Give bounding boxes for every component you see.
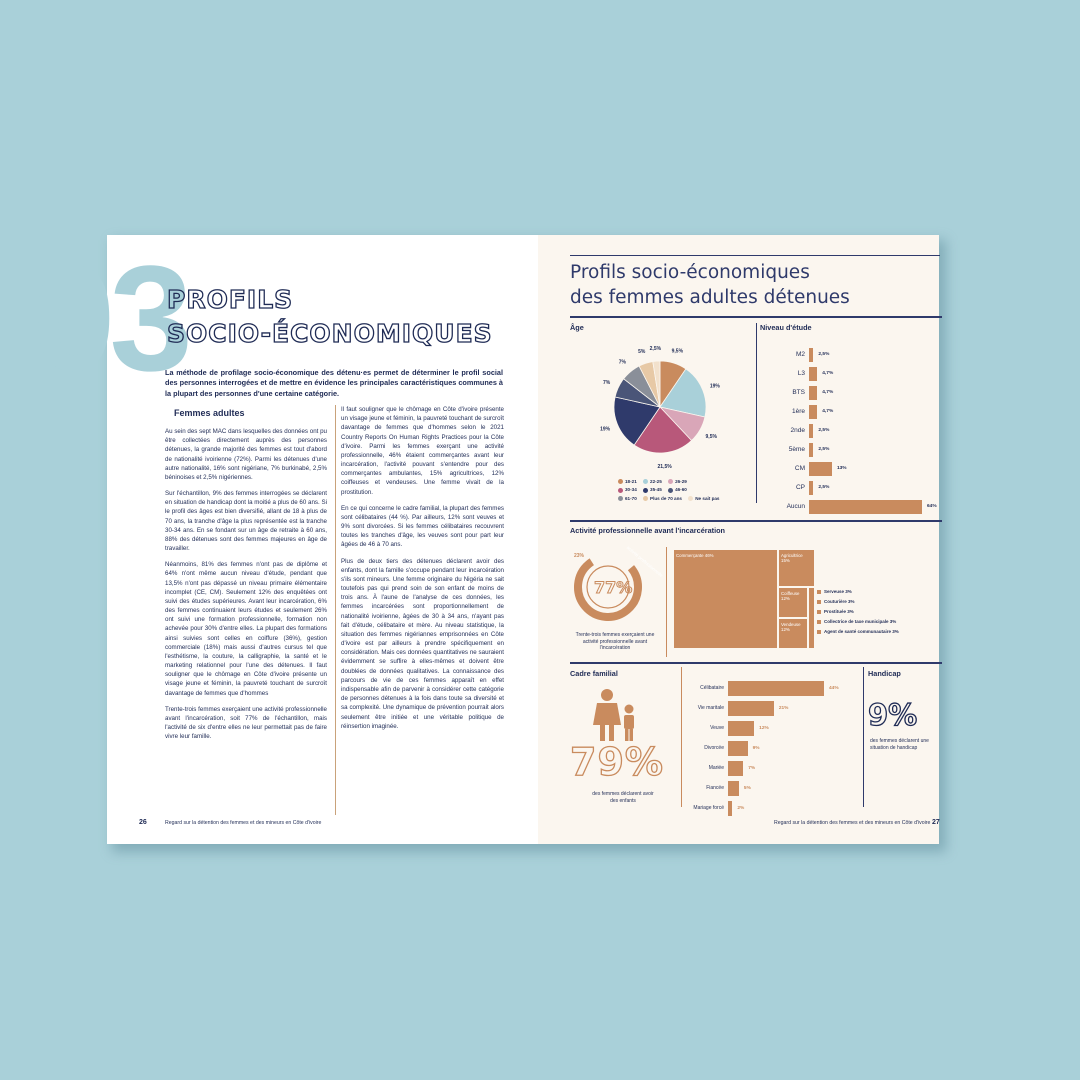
tree-coiffeuse: Coiffeuse 12%: [778, 587, 808, 618]
tree-others: [808, 587, 815, 649]
page-number-right: 27: [932, 819, 940, 826]
tree-commercante: Commerçante 46%: [673, 549, 778, 649]
paragraph: Plus de deux tiers des détenues déclarent avoir des enfants, dont la famille s'occupe pendant leur incarcération s'ils sont mineurs. Une femme originaire du Nigéria ne sait toutefois pas qui prend soin de son enfant de moins de trois ans. À l'aune de l'analyse de ces données, les femmes incarcérées sont proportionnellement de nationalité ivoirienne, âgées de 30 à 34 ans, n'ayant pas fait d'étude, célibataire et mère. Au niveau statistique, la situation des femmes nigériannes emprisonnées en Côte d'ivoire est par ailleurs à prendre spécifiquement en considération. Mais ces données quantitatives ne sauraient évidemment se suffire à elles-mêmes et doivent être doublées de données qualitatives. La connaissance des parcours de vie de ces femmes apparaît en effet indispensable afin de parvenir à considérer cette catégorie de personnes détenues à la fois dans toute sa diversité et sa complexité. Une dynamique de prévention pourrait alors seulement être initiée et une véritable politique de réinsertion imaginée.: [341, 557, 504, 730]
activity-heading: Activité professionnelle avant l'incarcération: [570, 526, 726, 535]
bar-value-label: 64%: [927, 504, 937, 509]
chapter-title-line2: SOCIO-ÉCONOMIQUES: [167, 319, 493, 348]
legend-swatch: [618, 496, 623, 501]
activity-other-item: Agent de santé communautaire 3%: [817, 629, 899, 634]
bar-category-label: Veuve: [710, 724, 724, 731]
legend-item: Plus de 70 ans: [643, 496, 682, 501]
bar-category-label: Célibataire: [700, 684, 724, 691]
family-heading: Cadre familial: [570, 669, 618, 678]
bar-cp: [809, 481, 813, 495]
bar-aucun: [809, 500, 922, 514]
bar-value-label: 2,5%: [818, 485, 830, 490]
activity-other-item: Serveuse 3%: [817, 589, 852, 594]
section-rule: [570, 662, 942, 664]
bar-mariage-forcé: [728, 801, 732, 816]
bar-value-label: 2%: [737, 805, 745, 811]
page-number-left: 26: [139, 819, 147, 826]
legend-item: 46-60: [668, 487, 687, 492]
age-legend: [618, 479, 768, 501]
legend-swatch: [643, 488, 648, 493]
footer-left: Regard sur la détention des femmes et des mineurs en Côte d'ivoire: [165, 820, 322, 826]
top-rule: [570, 255, 940, 256]
bar-m2: [809, 348, 813, 362]
pie-data-label: 9,5%: [705, 434, 717, 441]
legend-swatch: [643, 479, 648, 484]
handicap-heading: Handicap: [868, 669, 901, 678]
left-page: [32, 234, 538, 844]
legend-item: Ne sait pas: [688, 496, 719, 501]
bar-category-label: CP: [795, 484, 805, 491]
bar-value-label: 5%: [743, 785, 751, 791]
bar-value-label: 4,7%: [822, 371, 834, 376]
right-title-line2: des femmes adultes détenues: [570, 286, 850, 308]
bar-value-label: 7%: [748, 765, 756, 771]
tree-vendeuse: Vendeuse 12%: [778, 618, 808, 649]
activity-other-item: Couturière 3%: [817, 599, 855, 604]
text-column-2: [341, 405, 504, 738]
pie-data-label: 9,5%: [671, 348, 684, 355]
legend-item: 30-34: [618, 487, 637, 492]
age-heading: Âge: [570, 323, 584, 332]
handicap-divider: [863, 667, 864, 807]
paragraph: Néanmoins, 81% des femmes n'ont pas de diplôme et 64% n'ont même aucun niveau d'étude, pendant que 13,5% n'ont pas dépassé un niveau primaire élémentaire incomplet (CE, CM). Seulement 12% des enquêtées ont suivi des études supérieures. Avant leur incarcération, 6% des femmes continuaient leurs études et seulement 26% ont suivi une formation professionnelle, formation non achevée pour 30% d'entre elles. La plupart des formations ainsi suivies sont celles en coiffure (36%), gestion commerciale (18%) mais aussi d'autres cursus tel que l'esthétisme, la couture, la calligraphie, la santé et le marketing relationnel pour l'une des détenues. Il faut souligner que le chômage en Côte d'ivoire présente un visage jeune et féminin, la pauvreté touchant de surcroît davantage de femmes que d'hommes: [165, 561, 327, 697]
education-heading: Niveau d'étude: [760, 323, 812, 332]
bar-cm: [809, 462, 832, 476]
right-title: [570, 261, 850, 311]
bar-category-label: Mariée: [708, 764, 724, 771]
pie-data-label: 19%: [600, 426, 611, 433]
bar-category-label: CM: [794, 465, 805, 472]
bar-value-label: 21%: [778, 705, 789, 711]
pie-data-label: 19%: [709, 383, 720, 390]
bar-category-label: BTS: [792, 389, 805, 396]
bar-2nde: [809, 424, 813, 438]
bar-l3: [809, 367, 817, 381]
bar-value-label: 2,5%: [818, 428, 830, 433]
pie-data-label: 7%: [618, 359, 627, 366]
footer-right: Regard sur la détention des femmes et des mineurs en Côte d'ivoire: [774, 820, 931, 826]
pie-data-label: 5%: [638, 348, 646, 355]
mother-child-icon: [592, 687, 642, 745]
bar-category-label: M2: [795, 351, 805, 358]
family-divider: [681, 667, 682, 807]
legend-swatch: [643, 496, 648, 501]
activity-other-item: Collectrice de taxe municipale 3%: [817, 619, 896, 624]
paragraph: Au sein des sept MAC dans lesquelles des données ont pu être collectées directement auprès des personnes détenues, la grande majorité des femmes est tout d'abord de nationalité ivoirienne (72%). Parmi les détenues d'une autre nationalité, 16% sont nigériane, 7% burkinabé, 2,5% béninoises et 2,5% nigériennes.: [165, 428, 327, 481]
column-divider: [335, 405, 336, 815]
activity-pct-outer: 23%: [574, 553, 585, 559]
paragraph: En ce qui concerne le cadre familial, la plupart des femmes sont célibataires (44 %). Par ailleurs, 12% sont veuves et 9% sont divorcées. Si les femmes célibataires recouvrent toutes les tranches d'âge, les veuves sont pour part leur âgées de 46 à 70 ans.: [341, 504, 504, 549]
section-rule: [570, 520, 942, 522]
legend-swatch: [668, 479, 673, 484]
family-caption: des femmes déclarent avoir des enfants: [592, 791, 654, 804]
activity-pct-main: 77%: [594, 578, 633, 597]
legend-item: 22-25: [643, 479, 662, 484]
bar-fiancée: [728, 781, 739, 796]
bar-category-label: Mariage forcé: [693, 804, 724, 811]
paragraph: Trente-trois femmes exerçaient une activité professionnelle avant l'incarcération, soit 77% de l'échantillon, mais l'activité de six d'entre elles ne leur permettait pas de faire vivre leur famille.: [165, 705, 327, 741]
chapter-title-line1: PROFILS: [167, 285, 294, 314]
bar-category-label: Divorcée: [704, 744, 724, 751]
chapter-number: 03: [32, 234, 187, 402]
bar-1ère: [809, 405, 817, 419]
bar-5ème: [809, 443, 813, 457]
handicap-caption: des femmes déclarent une situation de handicap: [870, 738, 929, 751]
pie-data-label: 21,5%: [657, 463, 672, 470]
bar-divorcée: [728, 741, 748, 756]
activity-caption: Trente-trois femmes exerçaient une activité professionnelle avant l'incarcération: [575, 632, 655, 651]
bar-category-label: Vie maritale: [697, 704, 724, 711]
paragraph: Il faut souligner que le chômage en Côte d'ivoire présente un visage jeune et féminin, la pauvreté touchant de surcroît davantage de femmes que d'hommes selon le 2021 Country Reports On Human Rights Practices pour la Côte d'ivoire. Parmi les femmes exerçant une activité professionnelle, 46% étaient commerçantes avant leur incarcération, l'activité pouvant s'entendre pour des commerçantes ambulantes, 15% agricultrices, 12% coiffeuses et vendeuses. Une femme vivait de la prostitution.: [341, 406, 504, 496]
bar-category-label: Aucun: [786, 503, 805, 510]
legend-swatch: [618, 488, 623, 493]
age-pie-chart: [590, 335, 750, 485]
bar-value-label: 2,5%: [818, 352, 830, 357]
paragraph: Sur l'échantillon, 9% des femmes interrogées se déclarent en situation de handicap dont la moitié a plus de 60 ans. Si le profil des âges est bien diversifié, allant de 18 à plus de 70 ans, la tranche d'âge la plus représentée est la tranche 30-34 ans. En se fondant sur un âge de retraite à 60 ans, 88% des détenues sont des femmes majeures en âge de travailler.: [165, 490, 327, 553]
activity-divider: [666, 547, 667, 657]
bar-value-label: 13%: [836, 466, 847, 471]
tree-agricultrice: Agricultrice 15%: [778, 549, 815, 587]
bar-category-label: Fiancée: [706, 784, 724, 791]
legend-item: 18-21: [618, 479, 637, 484]
bar-category-label: 1ère: [791, 408, 805, 415]
text-column-1: [165, 427, 327, 749]
bar-value-label: 4,7%: [822, 409, 834, 414]
bar-bts: [809, 386, 817, 400]
bar-célibataire: [728, 681, 824, 696]
intro-paragraph: La méthode de profilage socio-économique des détenu·es permet de déterminer le profil social des personnes interrogées et de mettre en évidence les principales caractéristiques communes à la plupart des personnes d'une certaine catégorie.: [165, 368, 503, 398]
bar-category-label: L3: [797, 370, 805, 377]
title-rule: [570, 316, 942, 318]
legend-item: 35-45: [643, 487, 662, 492]
bar-category-label: 2nde: [790, 427, 805, 434]
pie-data-label: 2,5%: [649, 346, 662, 353]
bar-veuve: [728, 721, 754, 736]
book-spread: [32, 234, 940, 844]
bar-value-label: 44%: [829, 685, 839, 691]
pie-data-label: 7%: [602, 379, 611, 386]
bar-vie-maritale: [728, 701, 774, 716]
activity-other-item: Prostituée 3%: [817, 609, 854, 614]
family-big-pct: 79%: [570, 740, 664, 784]
legend-swatch: [668, 488, 673, 493]
legend-item: 26-29: [668, 479, 687, 484]
bar-value-label: 2,5%: [818, 447, 830, 452]
bar-mariée: [728, 761, 743, 776]
activity-ring-label: activité professionnelle: [625, 544, 664, 579]
bar-category-label: 5ème: [788, 446, 805, 453]
bar-value-label: 12%: [759, 725, 769, 731]
legend-swatch: [688, 496, 693, 501]
handicap-big-pct: 9%: [868, 698, 918, 732]
vertical-divider: [756, 323, 757, 503]
legend-item: 61-70: [618, 496, 637, 501]
bar-value-label: 9%: [752, 745, 760, 751]
bar-value-label: 4,7%: [822, 390, 834, 395]
legend-swatch: [618, 479, 623, 484]
subheading-femmes-adultes: Femmes adultes: [174, 408, 245, 418]
right-page: [538, 235, 939, 844]
right-title-line1: Profils socio-économiques: [570, 262, 810, 283]
